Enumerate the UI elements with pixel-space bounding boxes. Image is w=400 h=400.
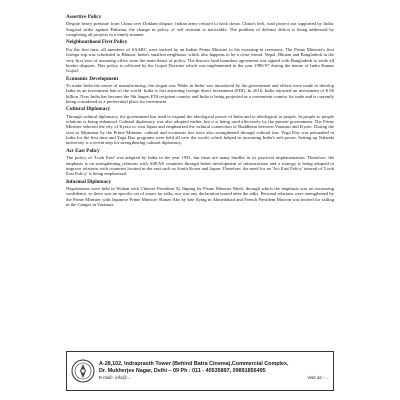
section-paragraph: The policy of 'Look East' was adopted by India in the year 1991, but there are many hurdles in its practical implementation. Therefore, the emphasis is on strengthening relations with ASEAN countries through better development of infrastructure and a strategy is being adopted to improve relations with countries located in the east such as South Korea and Japan. Therefore, the need for an 'Act East Policy' instead of 'Look East Policy' is being emphasized.: [66, 155, 334, 177]
section-heading: Neighbourhood First Policy: [66, 39, 128, 46]
footer-address: A-28,102, Indraprasth Tower (Behind Batra Cinema),Commercial Complex,: [99, 361, 289, 367]
section-paragraph: To make India the centre of manufacturing, the slogan was 'Make in India' was introduced by the government and efforts were made to develop India as an investment hub of the world. India is fast attracting foreign direct investment (FDI). In 2016, India attracted an investment of $ 60 billion. Now India has become the 9th largest FDI recipient country and India is being projected as a convenient country for trade and is currently being considered as a preferential place for investment.: [66, 82, 334, 104]
section-assertive-policy: [66, 14, 334, 37]
footer-links: [99, 375, 329, 381]
section-heading: Act East Policy: [66, 147, 100, 154]
institute-logo-icon: [71, 359, 95, 383]
section-heading: Cultural Diplomacy: [66, 106, 111, 113]
section-neighbourhood-first-policy: [66, 39, 334, 73]
section-heading: Assertive Policy: [66, 14, 102, 20]
document-body: [66, 14, 334, 207]
section-cultural-diplomacy: [66, 106, 334, 145]
section-heading: Economic Development: [66, 75, 119, 82]
section-paragraph: Negotiations were held in Wuhan with Chinese President Xi Jinping by Prime Minister Modi, through which the emphasis was on increasing confidence, so there was no specific set of issues for talks, nor was any declaration issued after the talks. Personal relations were strengthened by the Prime Minister with Japanese Prime Minister Shinzo Abe by kite flying in Ahmedabad and French President Macron was invited for sailing in the Ganges in Varanasi.: [66, 186, 334, 208]
footer-email-link[interactable]: E-mail:- info@...: [99, 375, 131, 380]
section-heading: Informal Diplomacy: [66, 178, 112, 185]
section-paragraph: For the first time, all members of SAARC were invited by an Indian Prime Minister to his swearing-in ceremony. The Prime Minister's first foreign trip was scheduled to Bhutan, India's smallest neighbour, which also happens to be a close friend. Nepal, Bhutan and Bangladesh in the very first year of assuming office were the main thrust of policy. The historic land boundary agreement was signed with Bangladesh to settle all border disputes. This policy is reflected by the Gujral Doctrine which was implemented in the year 1996-97 during the tenure of Indra Kumar Gujral.: [66, 46, 334, 74]
footer-contact: Dr. Mukherjee Nagar, Delhi – 09 Ph : 011 - 40535897, 09891856495: [99, 368, 266, 374]
footer-text: [99, 361, 329, 381]
section-informal-diplomacy: [66, 179, 334, 208]
contact-footer: [66, 351, 334, 391]
section-economic-development: [66, 76, 334, 105]
footer-website-link[interactable]: Visit us:- ...: [307, 375, 329, 380]
section-paragraph: Despite heavy pressure from China over Doklam dispute, Indian army refused to back down. China's belt, road project not supported by India. Surgical strike against Pakistan, the change in policy of self restraint is noticeable. The problem of defence deficit is being addressed by completing all projects in a timely manner.: [66, 21, 334, 38]
section-paragraph: Through cultural diplomacy, the government has tried to expand the ideological power of India and to ideological to people. In people to people relations is being enhanced. Cultural diplomacy was also adopted earlier, but it is being used effectively by the present government. The Prime Minister selected the city of Kyoto to visit Japan and emphasized the cultural connection of Buddhism between Varanasi and Kyoto. During the visit to Myanmar by the Prime Minister, cultural and economic ties were also strengthened through cultural ties. Yoga Day was persuaded in India for the first time and Yoga Day programs were held all over the world, which helped in increasing India's soft power. Setting up Nalanda university is a recent step for strengthening cultural diplomacy.: [66, 113, 334, 146]
section-act-east-policy: [66, 148, 334, 177]
